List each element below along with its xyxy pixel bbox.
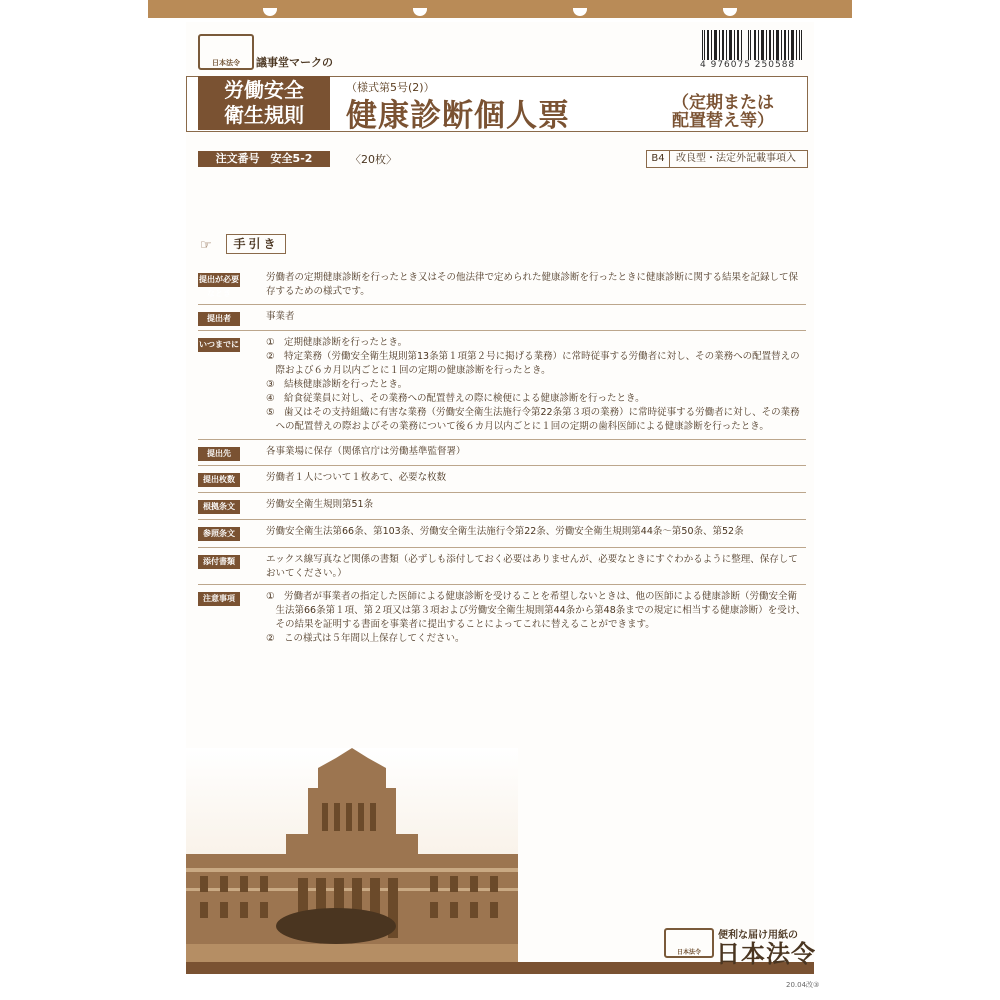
form-type: 改良型・法定外記載事項入 [676,153,796,164]
row-text-line: 労働者１人について１枚あて、必要な枚数 [266,472,447,483]
publisher-stamp [664,928,714,958]
law-name-box [198,76,330,130]
paper-size: B4 [647,151,670,167]
row-text-line: ③ 結核健康診断を行ったとき。 [266,379,408,390]
row-text-line: への配置替えの際およびその業務について後６カ月以内ごとに１回の定期の歯科医師による健康診断を行ったとき。 [266,421,769,432]
row-text-line: ① 労働者が事業者の指定した医師による健康診断を受けることを希望しないときは、他の医師による健康診断（労働安全衛 [266,591,798,602]
law-name-line-2: 衛生規則 [224,103,304,127]
row-text [266,553,806,581]
top-binding-strip [148,0,852,18]
title-note [672,94,774,130]
national-diet-building-illustration [186,748,518,962]
row-text [266,590,806,646]
row-text-line: 労働安全衛生法第66条、第103条、労働安全衛生法施行令第22条、労働安全衛生規則第44条～第50条、第52条 [266,526,744,537]
row-divider [198,465,806,466]
row-label: 参照条文 [198,527,240,541]
row-divider [198,584,806,585]
row-text-line: 生法第66条第１項、第２項又は第３項および労働安全衛生規則第44条から第48条までの規定に相当する健康診断）を受け、 [266,605,806,616]
row-text-line: おいてください。） [266,568,347,579]
row-label: いつまでに [198,338,240,352]
law-name-line-1: 労働安全 [224,78,304,102]
row-text-line: ⑤ 歯又はその支持組織に有害な業務（労働安全衛生法施行令第22条第３項の業務）に常時従事する労働者に対し、その業務 [266,407,800,418]
row-text-line: ④ 給食従業員に対し、その業務への配置替えの際に検便による健康診断を行ったとき。 [266,393,645,404]
row-text-line: エックス線写真など関係の書類（必ずしも添付しておく必要はありませんが、必要なときにすぐわかるように整理、保存して [266,554,798,565]
row-divider [198,492,806,493]
row-label: 提出枚数 [198,473,240,487]
barcode-number: 4 976075 250588 [700,60,796,70]
row-text [266,525,806,539]
row-divider [198,519,806,520]
pointing-hand-icon: ☞ [200,238,212,253]
row-text [266,498,806,512]
publisher-tagline: 便利な届け用紙の [718,930,798,941]
stamp-text: 日本法令 [212,59,240,67]
row-text-line: その結果を証明する書面を事業者に提出することによってこれに替えることができます。 [266,619,655,630]
diet-mark-stamp [198,34,254,70]
barcode [702,30,802,60]
publisher-stamp-text: 日本法令 [676,949,701,956]
row-text-line: 労働安全衛生規則第51条 [266,499,374,510]
row-text-line: ② 特定業務（労働安全衛生規則第13条第１項第２号に掲げる業務）に常時従事する労働者に対し、その業務への配置替えの [266,351,800,362]
row-text [266,445,806,459]
title-note-line-2: 配置替え等） [672,111,774,131]
row-divider [198,547,806,548]
row-label: 提出者 [198,312,240,326]
row-divider [198,304,806,305]
row-label: 根拠条文 [198,500,240,514]
row-text [266,310,806,324]
publisher-name: 日本法令 [716,940,816,968]
print-code: 20.04改③ [786,981,820,989]
order-number-label: 注文番号 安全5-2 [198,151,330,167]
row-divider [198,330,806,331]
row-text [266,336,806,434]
title-note-line-1: （定期または [672,93,774,113]
guide-heading: 手引き [226,234,286,254]
row-text-line: ① 定期健康診断を行ったとき。 [266,337,408,348]
row-text-line: 際および６カ月以内ごとに１回の定期の健康診断を行ったとき。 [266,365,551,376]
row-label: 注意事項 [198,592,240,606]
form-number: （様式第5号(2)） [346,81,435,94]
row-label: 添付書類 [198,555,240,569]
row-label: 提出先 [198,447,240,461]
row-text-line: ② この様式は５年間以上保存してください。 [266,633,465,644]
row-text-line: 存するための様式です。 [266,286,370,297]
document-title: 健康診断個人票 [346,98,570,134]
row-divider [198,439,806,440]
row-text [266,271,806,299]
row-label: 提出が必要なとき [199,275,239,298]
size-type-box [646,150,808,168]
row-text-line: 各事業場に保存（関係官庁は労働基準監督署） [266,446,466,457]
row-text [266,471,806,485]
mark-label: 議事堂マークの [256,56,333,69]
sheet-quantity: 〈20枚〉 [350,153,397,166]
row-text-line: 事業者 [266,311,295,322]
row-text-line: 労働者の定期健康診断を行ったとき又はその他法律で定められた健康診断を行ったときに健康診断に関する結果を記録して保 [266,272,799,283]
